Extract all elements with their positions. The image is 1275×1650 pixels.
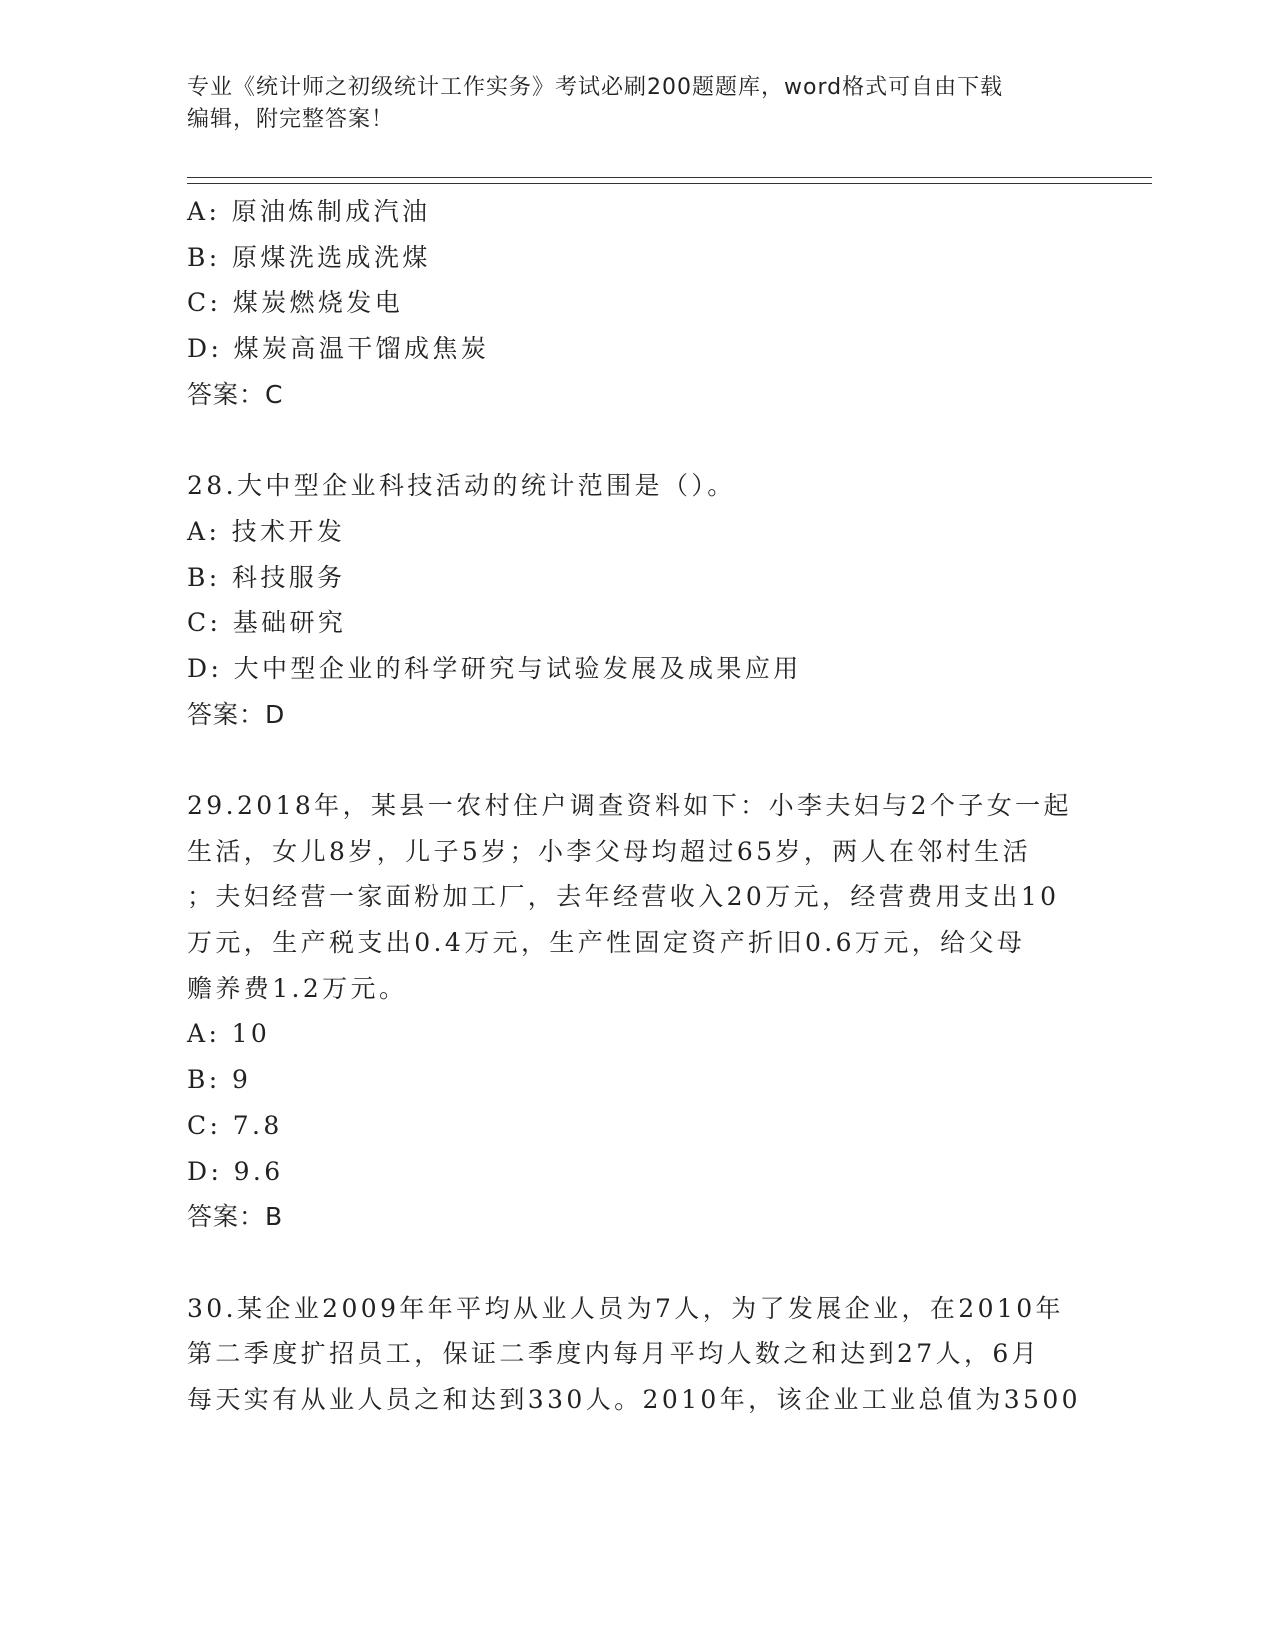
answer-line: 答案：B [187,1202,284,1232]
option-a: A: 原油炼制成汽油 [187,197,431,226]
question-spacer [187,737,1087,783]
option-b: B: 原煤洗选成洗煤 [187,242,431,272]
option-d: D: 煤炭高温干馏成焦炭 [187,334,490,364]
question-stem-line: ；夫妇经营一家面粉加工厂，去年经营收入20万元，经营费用支出10 [187,882,1060,912]
option-a: A: 10 [187,1019,271,1049]
question-stem-line: 30.某企业2009年年平均从业人员为7人，为了发展企业，在2010年 [187,1293,1064,1323]
question-28 [187,463,1087,737]
question-stem-line: 生活，女儿8岁，儿子5岁；小李父母均超过65岁，两人在邻村生活 [187,836,1032,866]
question-29 [187,783,1087,1240]
header-line-2: 编辑，附完整答案！ [187,107,395,132]
question-stem-line: 29.2018年，某县一农村住户调查资料如下：小李夫妇与2个子女一起 [187,790,1072,820]
question-27 [187,189,1087,417]
option-c: C: 煤炭燃烧发电 [187,288,404,318]
option-c: C: 7.8 [187,1110,283,1140]
question-list [187,189,1087,1423]
option-a: A: 技术开发 [187,516,346,546]
question-stem-line: 万元，生产税支出0.4万元，生产性固定资产折旧0.6万元，给父母 [187,928,1026,958]
option-d: D: 9.6 [187,1156,284,1186]
option-b: B: 9 [187,1065,252,1095]
question-stem-line: 28.大中型企业科技活动的统计范围是（）。 [187,471,736,501]
question-stem-line: 每天实有从业人员之和达到330人。2010年，该企业工业总值为3500 [187,1385,1081,1414]
question-stem-line: 赡养费1.2万元。 [187,973,408,1003]
answer-line: 答案：C [187,379,284,409]
question-30 [187,1286,1087,1423]
question-spacer [187,1240,1087,1286]
option-b: B: 科技服务 [187,562,346,592]
option-d: D: 大中型企业的科学研究与试验发展及成果应用 [187,653,802,683]
question-stem-line: 第二季度扩招员工，保证二季度内每月平均人数之和达到27人，6月 [187,1339,1041,1369]
document-header [187,72,1067,136]
header-divider-top [187,177,1152,178]
option-c: C: 基础研究 [187,608,347,638]
header-divider-bottom [187,183,1152,184]
answer-line: 答案：D [187,699,286,729]
question-spacer [187,417,1087,463]
header-line-1: 专业《统计师之初级统计工作实务》考试必刷200题题库，word格式可自由下载 [187,75,1004,100]
